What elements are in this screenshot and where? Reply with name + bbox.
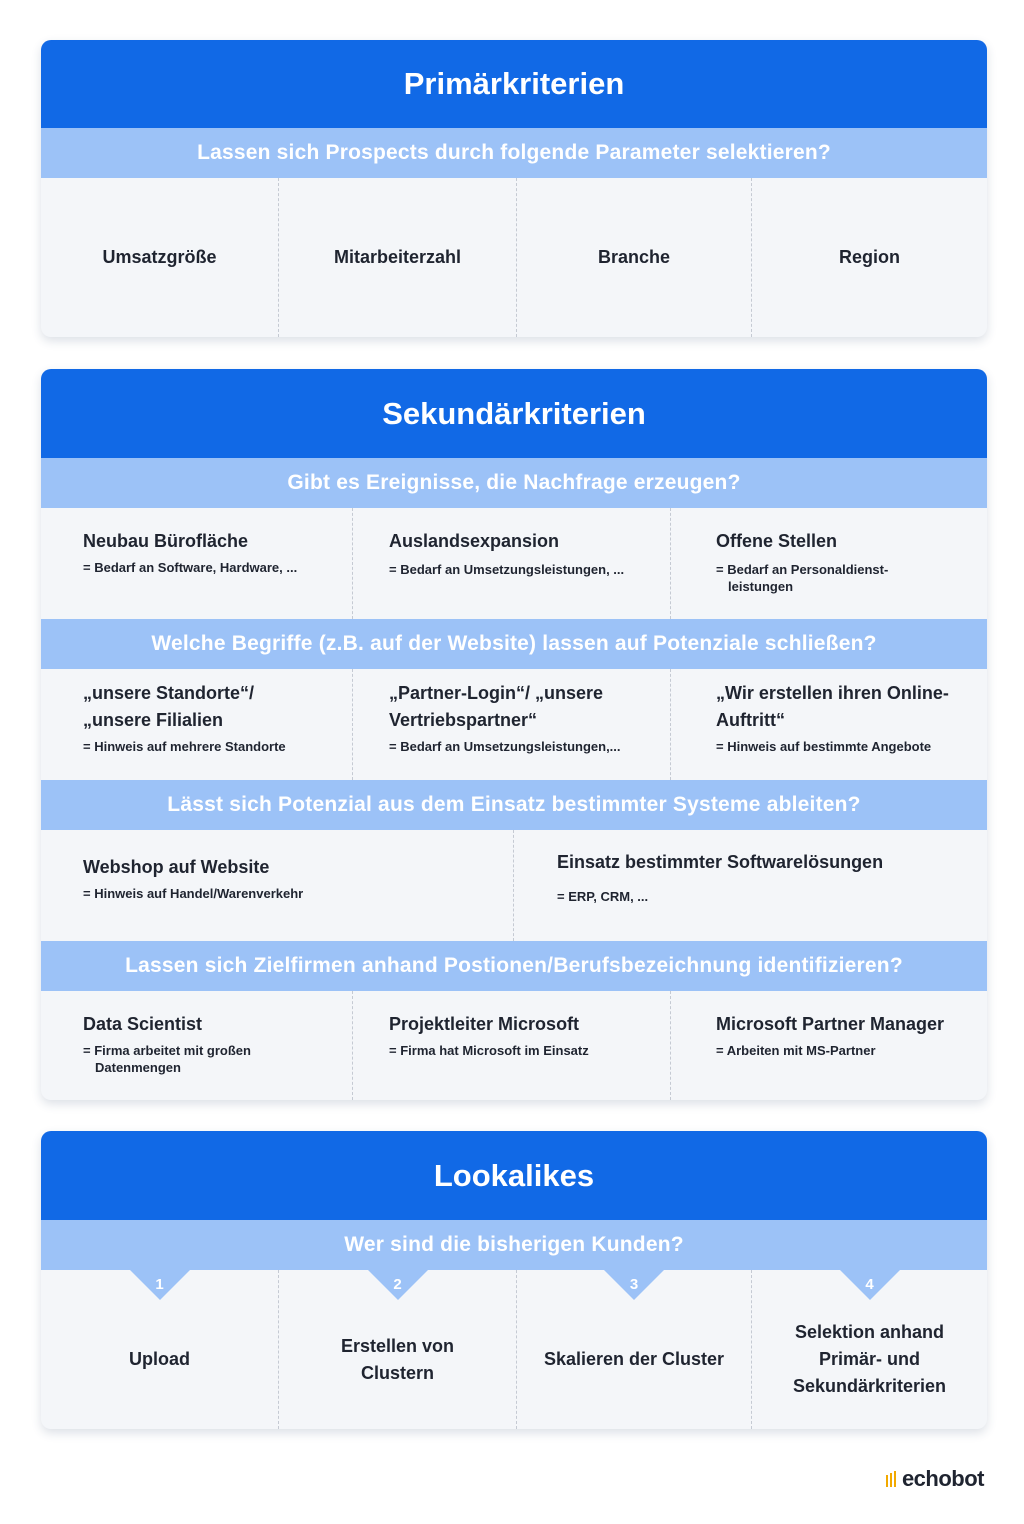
item-note: = Firma arbeitet mit großen Datenmengen bbox=[83, 1043, 251, 1075]
item-note: = Bedarf an Umsetzungsleistungen, ... bbox=[389, 562, 625, 577]
item-note: = Bedarf an Personaldienst-leistungen bbox=[716, 562, 889, 594]
secondary-item bbox=[352, 669, 670, 780]
item-note: = Hinweis auf mehrere Standorte bbox=[83, 739, 286, 754]
secondary-criteria-title: Sekundärkriterien bbox=[41, 369, 987, 458]
lookalike-step bbox=[516, 1270, 751, 1429]
secondary-row bbox=[41, 669, 987, 780]
secondary-item bbox=[670, 669, 987, 780]
item-note: = ERP, CRM, ... bbox=[557, 889, 649, 904]
lookalike-step bbox=[751, 1270, 987, 1429]
secondary-item bbox=[41, 669, 352, 780]
item-title: „Partner-Login“/ „unsere Vertriebspartner“ bbox=[389, 683, 604, 730]
secondary-item bbox=[513, 830, 987, 941]
item-title: Webshop auf Website bbox=[83, 857, 270, 877]
secondary-row bbox=[41, 991, 987, 1100]
primary-criteria-row bbox=[41, 178, 987, 337]
lookalikes-question: Wer sind die bisherigen Kunden? bbox=[41, 1220, 987, 1270]
logo-bars-icon bbox=[886, 1471, 898, 1487]
secondary-item bbox=[670, 508, 987, 619]
item-title: Microsoft Partner Manager bbox=[716, 1014, 945, 1034]
item-title: Data Scientist bbox=[83, 1014, 203, 1034]
primary-item: Mitarbeiterzahl bbox=[278, 178, 516, 337]
step-label: Skalieren der Cluster bbox=[543, 1349, 725, 1369]
secondary-criteria-card bbox=[41, 369, 987, 1100]
item-note: = Bedarf an Software, Hardware, ... bbox=[83, 560, 298, 575]
item-title: Offene Stellen bbox=[716, 531, 838, 551]
secondary-item bbox=[352, 508, 670, 619]
step-label: Upload bbox=[129, 1349, 190, 1369]
item-note: = Hinweis auf Handel/Warenverkehr bbox=[83, 886, 304, 901]
item-title: Einsatz bestimmter Softwarelösungen bbox=[557, 852, 884, 872]
secondary-row bbox=[41, 508, 987, 619]
primary-item: Umsatzgröße bbox=[102, 247, 217, 267]
primary-criteria-title: Primärkriterien bbox=[41, 40, 987, 128]
primary-item: Branche bbox=[516, 178, 751, 337]
primary-criteria-card bbox=[41, 40, 987, 337]
step-number: 4 bbox=[865, 1276, 874, 1293]
item-title: Neubau Bürofläche bbox=[83, 531, 249, 551]
step-label: Erstellen von Clustern bbox=[340, 1335, 455, 1383]
secondary-question: Lassen sich Zielfirmen anhand Postionen/Berufsbezeichnung identifizieren? bbox=[41, 941, 987, 991]
secondary-item bbox=[41, 508, 352, 619]
secondary-item bbox=[41, 830, 513, 941]
primary-criteria-question: Lassen sich Prospects durch folgende Parameter selektieren? bbox=[41, 128, 987, 178]
item-title: Auslandsexpansion bbox=[389, 531, 560, 551]
secondary-question: Gibt es Ereignisse, die Nachfrage erzeugen? bbox=[41, 458, 987, 508]
secondary-item bbox=[41, 991, 352, 1100]
secondary-question: Welche Begriffe (z.B. auf der Website) lassen auf Potenziale schließen? bbox=[41, 619, 987, 669]
item-note: = Bedarf an Umsetzungsleistungen,... bbox=[389, 739, 621, 754]
lookalike-step bbox=[41, 1270, 278, 1429]
item-title: „Wir erstellen ihren Online-Auftritt“ bbox=[716, 683, 949, 730]
step-number: 2 bbox=[393, 1276, 402, 1293]
step-number: 3 bbox=[629, 1276, 639, 1293]
item-title: „unsere Standorte“/ „unsere Filialien bbox=[83, 683, 255, 730]
secondary-question: Lässt sich Potenzial aus dem Einsatz bestimmter Systeme ableiten? bbox=[41, 780, 987, 830]
primary-item: Region bbox=[751, 178, 987, 337]
lookalikes-steps-row bbox=[41, 1270, 987, 1429]
secondary-item bbox=[352, 991, 670, 1100]
echobot-logo bbox=[886, 1466, 984, 1492]
logo-text: echobot bbox=[901, 1466, 984, 1491]
step-label: Selektion anhand Primär- und Sekundärkriterien bbox=[792, 1322, 947, 1396]
lookalikes-card bbox=[41, 1131, 987, 1429]
item-note: = Arbeiten mit MS-Partner bbox=[716, 1043, 876, 1058]
item-title: Projektleiter Microsoft bbox=[389, 1014, 580, 1034]
lookalike-step bbox=[278, 1270, 516, 1429]
step-number: 1 bbox=[155, 1276, 164, 1293]
secondary-item bbox=[670, 991, 987, 1100]
item-note: = Hinweis auf bestimmte Angebote bbox=[716, 739, 932, 754]
lookalikes-title: Lookalikes bbox=[41, 1131, 987, 1220]
secondary-row bbox=[41, 830, 987, 941]
item-note: = Firma hat Microsoft im Einsatz bbox=[389, 1043, 589, 1058]
